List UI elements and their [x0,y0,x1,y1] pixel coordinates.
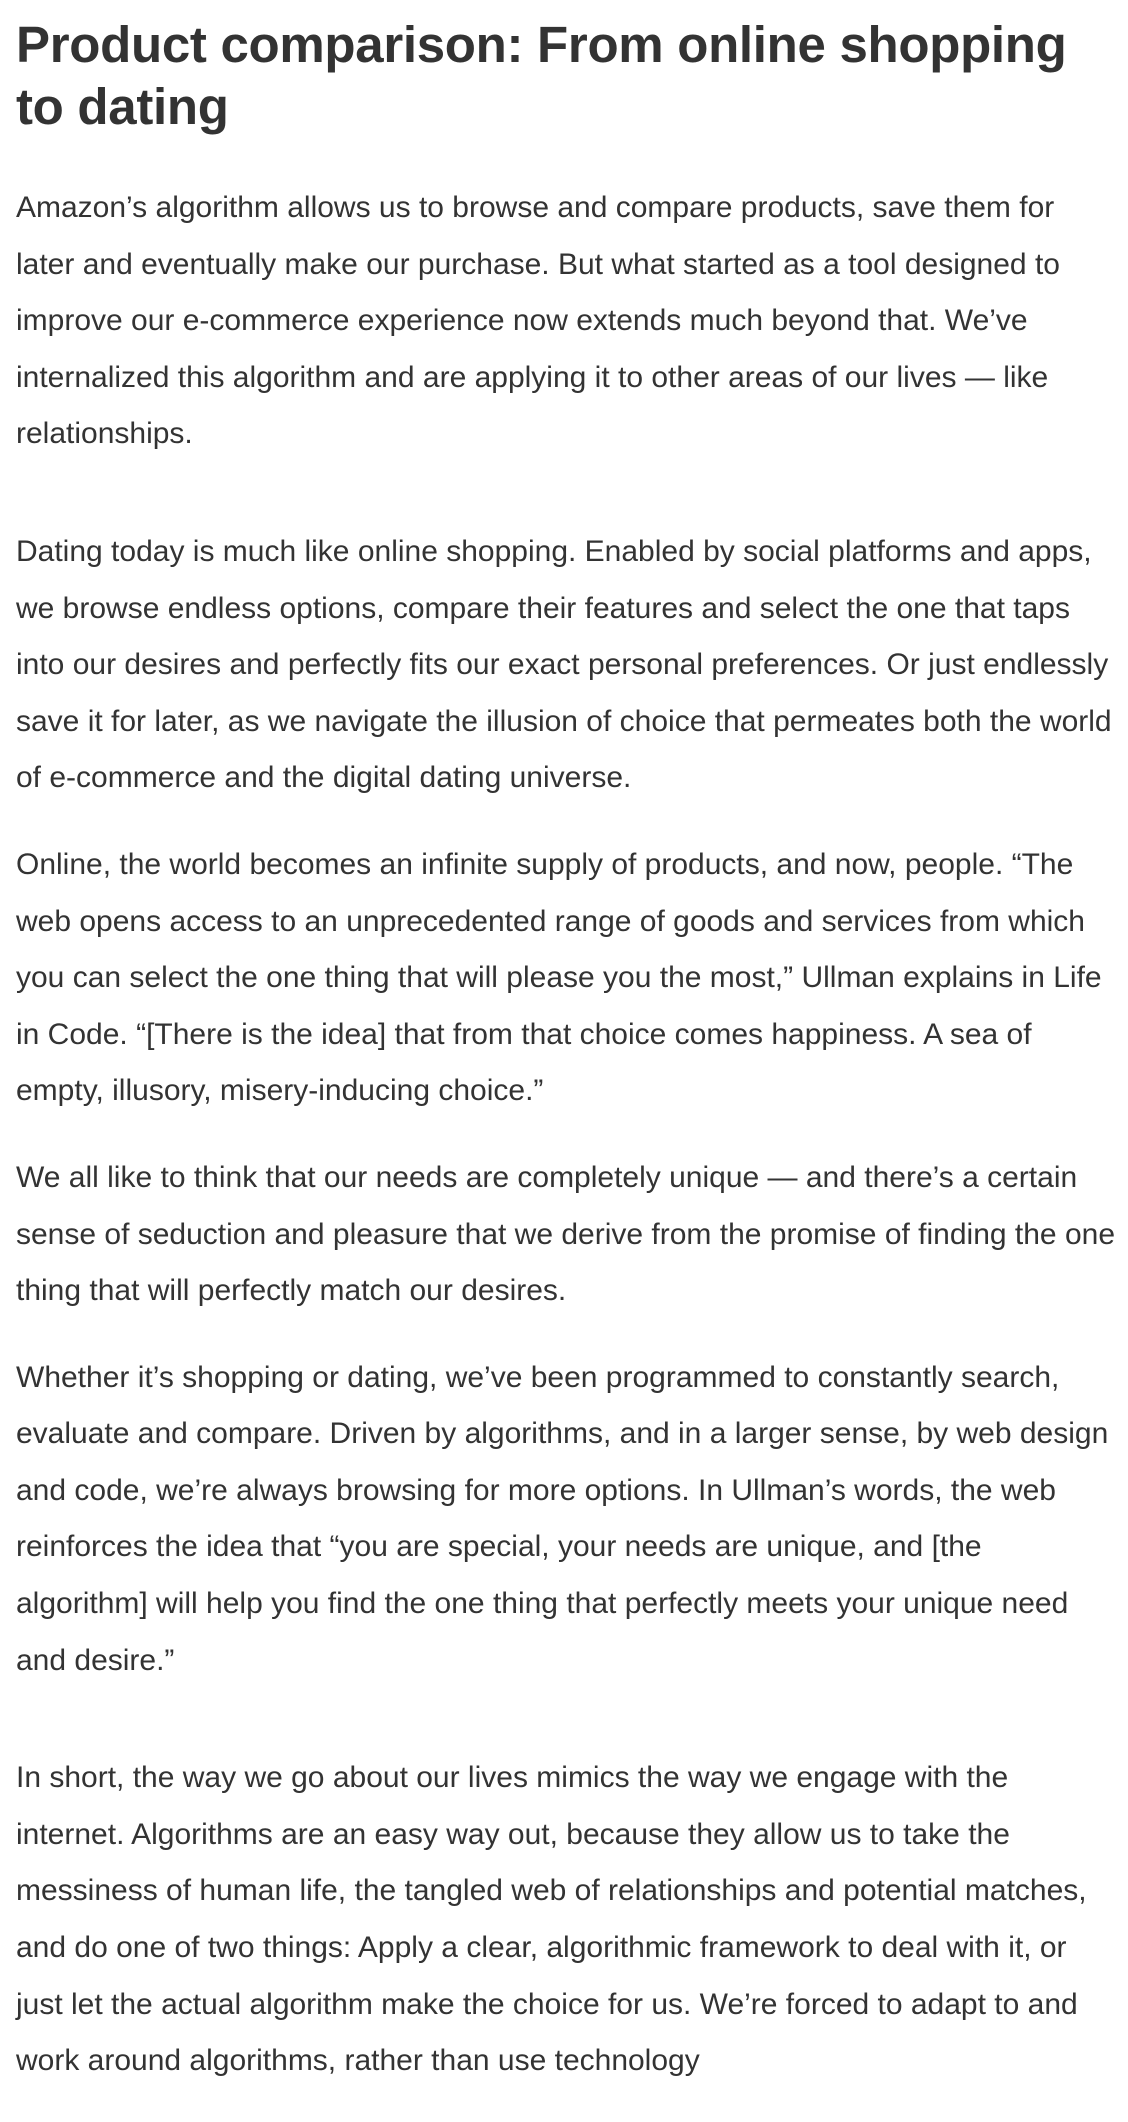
paragraph: In short, the way we go about our lives mimics the way we engage with the internet. Algorithms are an easy way out, because they allow us to take the messiness of human life, the tangled web of relationships and potential matches, and do one of two things: Apply a clear, algorithmic framework to deal with it, or just let the actual algorithm make the choice for us. We’re forced to adapt to and work around algorithms, rather than use technology [16,1761,1087,2078]
article [16,14,1116,2090]
paragraph: We all like to think that our needs are completely unique — and there’s a certain sense of seduction and pleasure that we derive from the promise of finding the one thing that will perfectly match our desires. [16,1160,1115,1308]
paragraph: Dating today is much like online shopping. Enabled by social platforms and apps, we browse endless options, compare their features and select the one that taps into our desires and perfectly fits our exact personal preferences. Or just endlessly save it for later, as we navigate the illusion of choice that permeates both the world of e-commerce and the digital dating universe. [16,534,1112,795]
paragraph: Online, the world becomes an infinite supply of products, and now, people. “The web opens access to an unprecedented range of goods and services from which you can select the one thing that will please you the most,” Ullman explains in Life in Code. “[There is the idea] that from that choice comes happiness. A sea of empty, illusory, misery-inducing choice.” [16,847,1102,1108]
paragraph: Amazon’s algorithm allows us to browse and compare products, save them for later and eventually make our purchase. But what started as a tool designed to improve our e-commerce experience now extends much beyond that. We’ve internalized this algorithm and are applying it to other areas of our lives — like relationships. [16,191,1060,451]
paragraph: Whether it’s shopping or dating, we’ve been programmed to constantly search, evaluate and compare. Driven by algorithms, and in a larger sense, by web design and code, we’re always browsing for more options. In Ullman’s words, the web reinforces the idea that “you are special, your needs are unique, and [the algorithm] will help you find the one thing that perfectly meets your unique need and desire.” [16,1360,1109,1677]
article-title: Product comparison: From online shopping to dating [16,16,1067,135]
